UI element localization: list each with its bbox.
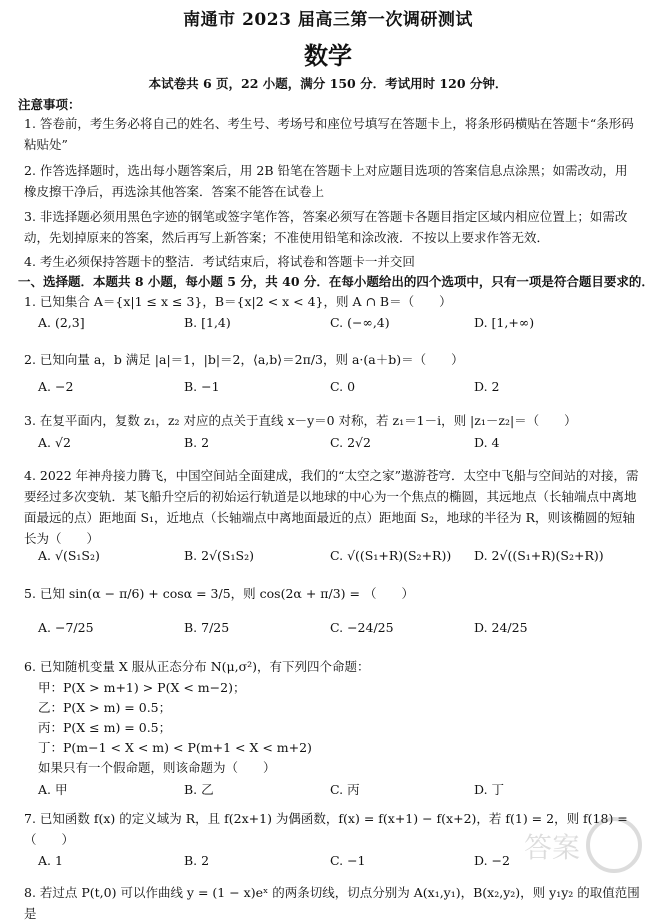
q3-option-c: C. 2√2 [330, 435, 371, 450]
q2-option-c: C. 0 [330, 379, 356, 394]
notice-item-3: 3. 非选择题必须用黑色字迹的钢笔或签字笔作答，答案必须写在答题卡各题目指定区域内相应位置上；如需改动，先划掉原来的答案，然后再写上新答案；不准使用铅笔和涂改液．不按以上要求作答无效． [24, 209, 628, 245]
svg-text:答案: 答案 [524, 831, 581, 864]
question-3-stem: 3. 在复平面内，复数 z₁，z₂ 对应的点关于直线 x－y＝0 对称，若 z₁＝1－i，则 |z₁－z₂|＝（ ） [24, 413, 577, 428]
q3-option-a: A. √2 [38, 435, 71, 450]
q2-option-b: B. −1 [184, 379, 220, 394]
q6-option-b: B. 乙 [184, 782, 214, 797]
question-1-stem: 1. 已知集合 A＝{x|1 ≤ x ≤ 3}，B＝{x|2 < x < 4}，则 A ∩ B＝（ ） [24, 294, 452, 309]
notice-heading: 注意事项： [18, 97, 81, 112]
exam-meta: 本试卷共 6 页，22 小题，满分 150 分．考试用时 120 分钟． [148, 76, 508, 91]
q6-option-c: C. 丙 [330, 782, 360, 797]
question-4-stem: 4. 2022 年神舟接力腾飞，中国空间站全面建成，我们的“太空之家”遨游苍穹．太空中飞船与空间站的对接，需要经过多次变轨．某飞船升空后的初始运行轨道是以地球的中心为一个焦点的椭圆，其远地点（长轴端点中离地面最远的点）距地面 S₁，近地点（长轴端点中离地面最近的点）距地面 S₂，地球的半径为 R，则该椭圆的短轴长为（ ） [24, 468, 639, 546]
question-2-options [38, 379, 628, 400]
question-7-stem: 7. 已知函数 f(x) 的定义域为 R，且 f(2x+1) 为偶函数，f(x) = f(x+1) − f(x+2)，若 f(1) = 2，则 f(18) = （ ） [24, 811, 628, 847]
question-2-stem: 2. 已知向量 a，b 满足 |a|＝1，|b|＝2，⟨a,b⟩＝2π/3，则 a·(a＋b)＝（ ） [24, 352, 464, 367]
q4-option-d: D. 2√((S₁+R)(S₂+R)) [474, 548, 604, 563]
q3-option-d: D. 4 [474, 435, 500, 450]
q6-statement-yi: 乙：P(X > m) = 0.5； [38, 700, 172, 715]
q5-option-d: D. 24/25 [474, 620, 528, 635]
q7-option-a: A. 1 [38, 853, 63, 868]
subject-title: 数学 [304, 41, 352, 70]
q7-option-b: B. 2 [184, 853, 210, 868]
notice-item-2: 2. 作答选择题时，选出每小题答案后，用 2B 铅笔在答题卡上对应题目选项的答案信息点涂黑；如需改动，用橡皮擦干净后，再选涂其他答案．答案不能答在试卷上 [24, 163, 628, 199]
q4-option-b: B. 2√(S₁S₂) [184, 548, 254, 563]
q3-option-b: B. 2 [184, 435, 210, 450]
q5-option-b: B. 7/25 [184, 620, 230, 635]
q6-prompt: 如果只有一个假命题，则该命题为（ ） [38, 760, 276, 775]
question-4-options [38, 548, 628, 569]
notice-item-1: 1. 答卷前，考生务必将自己的姓名、考生号、考场号和座位号填写在答题卡上，将条形码横贴在答题卡“条形码粘贴处” [24, 116, 634, 152]
q1-option-d: D. [1,+∞) [474, 315, 535, 330]
question-5-stem: 5. 已知 sin(α − π/6) + cosα = 3/5，则 cos(2α + π/3) = （ ） [24, 586, 414, 601]
q5-option-c: C. −24/25 [330, 620, 394, 635]
watermark-logo-icon [504, 805, 644, 903]
notice-item-4: 4. 考生必须保持答题卡的整洁．考试结束后，将试卷和答题卡一并交回 [24, 254, 415, 269]
q1-option-b: B. [1,4) [184, 315, 231, 330]
q6-option-a: A. 甲 [38, 782, 68, 797]
question-1-options [38, 315, 628, 336]
question-6-stem: 6. 已知随机变量 X 服从正态分布 N(μ,σ²)，有下列四个命题： [24, 659, 370, 674]
q7-option-c: C. −1 [330, 853, 366, 868]
q6-option-d: D. 丁 [474, 782, 505, 797]
q6-statement-bing: 丙：P(X ≤ m) = 0.5； [38, 720, 172, 735]
question-3-options [38, 435, 628, 456]
q1-option-c: C. (−∞,4) [330, 315, 390, 330]
q4-option-c: C. √((S₁+R)(S₂+R)) [330, 548, 452, 563]
q4-option-a: A. √(S₁S₂) [38, 548, 100, 563]
question-5-options [38, 620, 628, 641]
q6-statement-jia: 甲：P(X > m+1) > P(X < m−2)； [38, 680, 246, 695]
q2-option-d: D. 2 [474, 379, 500, 394]
question-6-options [38, 780, 628, 801]
section-heading: 一、选择题．本题共 8 小题，每小题 5 分，共 40 分．在每小题给出的四个选项中，只有一项是符合题目要求的． [18, 274, 654, 289]
q5-option-a: A. −7/25 [38, 620, 94, 635]
q7-option-d: D. −2 [474, 853, 510, 868]
q1-option-a: A. (2,3] [38, 315, 85, 330]
question-8-stem: 8. 若过点 P(t,0) 可以作曲线 y = (1 − x)eˣ 的两条切线，切点分别为 A(x₁,y₁)，B(x₂,y₂)，则 y₁y₂ 的取值范围是 [24, 885, 640, 921]
q6-statement-ding: 丁：P(m−1 < X < m) < P(m+1 < X < m+2) [38, 740, 312, 755]
q2-option-a: A. −2 [38, 379, 74, 394]
exam-title: 南通市 2023 届高三第一次调研测试 [183, 10, 473, 30]
